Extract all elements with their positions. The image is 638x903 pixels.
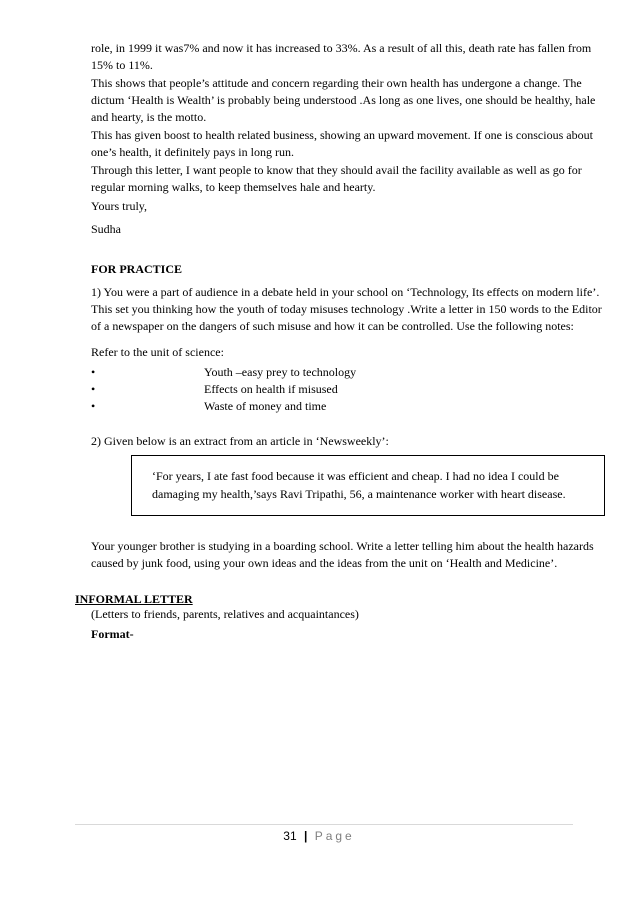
list-item [91, 364, 591, 381]
paragraph-attitude: This shows that people’s attitude and concern regarding their own health has undergone a change. The dictum ‘Health is Wealth’ is probably being understood .As long as one lives, one should be healthy, hale and hearty, is the motto. [91, 76, 596, 124]
quote-text: ‘For years, I ate fast food because it was efficient and cheap. I had no idea I could be damaging my health,’says Ravi Tripathi, 56, a maintenance worker with heart disease. [152, 469, 566, 501]
notes-bullet-list [91, 364, 591, 415]
bullet-icon: • [91, 365, 96, 379]
practice-question-1: 1) You were a part of audience in a debate held in your school on ‘Technology, Its effects on modern life’. This set you thinking how the youth of today misuses technology .Write a letter in 150 words to the Editor of a newspaper on the dangers of such misuse and how it can be controlled. Use the following notes: [91, 285, 602, 333]
paragraph-business: This has given boost to health related business, showing an upward movement. If one is conscious about one’s health, it definitely pays in long run. [91, 128, 593, 159]
paragraph-statistics: role, in 1999 it was7% and now it has increased to 33%. As a result of all this, death rate has fallen from 15% to 11%. [91, 41, 592, 72]
list-item [91, 381, 591, 398]
list-item [91, 398, 591, 415]
practice-question-2-task: Your younger brother is studying in a boarding school. Write a letter telling him about the health hazards caused by junk food, using your own ideas and the ideas from the unit on ‘Health and Medicine’. [91, 539, 594, 570]
page-number: 31 [283, 829, 297, 843]
bullet-icon: • [91, 399, 96, 413]
paragraph-letter-purpose: Through this letter, I want people to know that they should avail the facility available as well as go for regular morning walks, to keep themselves hale and hearty. [91, 163, 582, 194]
informal-letter-title: INFORMAL LETTER [75, 592, 193, 606]
page-label: Page [314, 829, 355, 843]
practice-refer-note: Refer to the unit of science: [91, 345, 224, 359]
practice-question-2: 2) Given below is an extract from an article in ‘Newsweekly’: [91, 434, 389, 448]
bullet-icon: • [91, 382, 96, 396]
letter-closing: Yours truly, [91, 199, 148, 213]
letter-signature: Sudha [91, 222, 121, 236]
informal-letter-subtitle: (Letters to friends, parents, relatives and acquaintances) [91, 607, 359, 621]
bullet-text: Youth –easy prey to technology [204, 365, 357, 379]
bullet-text: Effects on health if misused [204, 382, 338, 396]
footer-separator: | [303, 829, 308, 843]
footer-divider [75, 824, 573, 825]
quote-box [131, 455, 605, 516]
page-footer [0, 826, 638, 846]
practice-heading: FOR PRACTICE [91, 262, 183, 276]
bullet-text: Waste of money and time [204, 399, 327, 413]
format-label: Format- [91, 627, 134, 641]
